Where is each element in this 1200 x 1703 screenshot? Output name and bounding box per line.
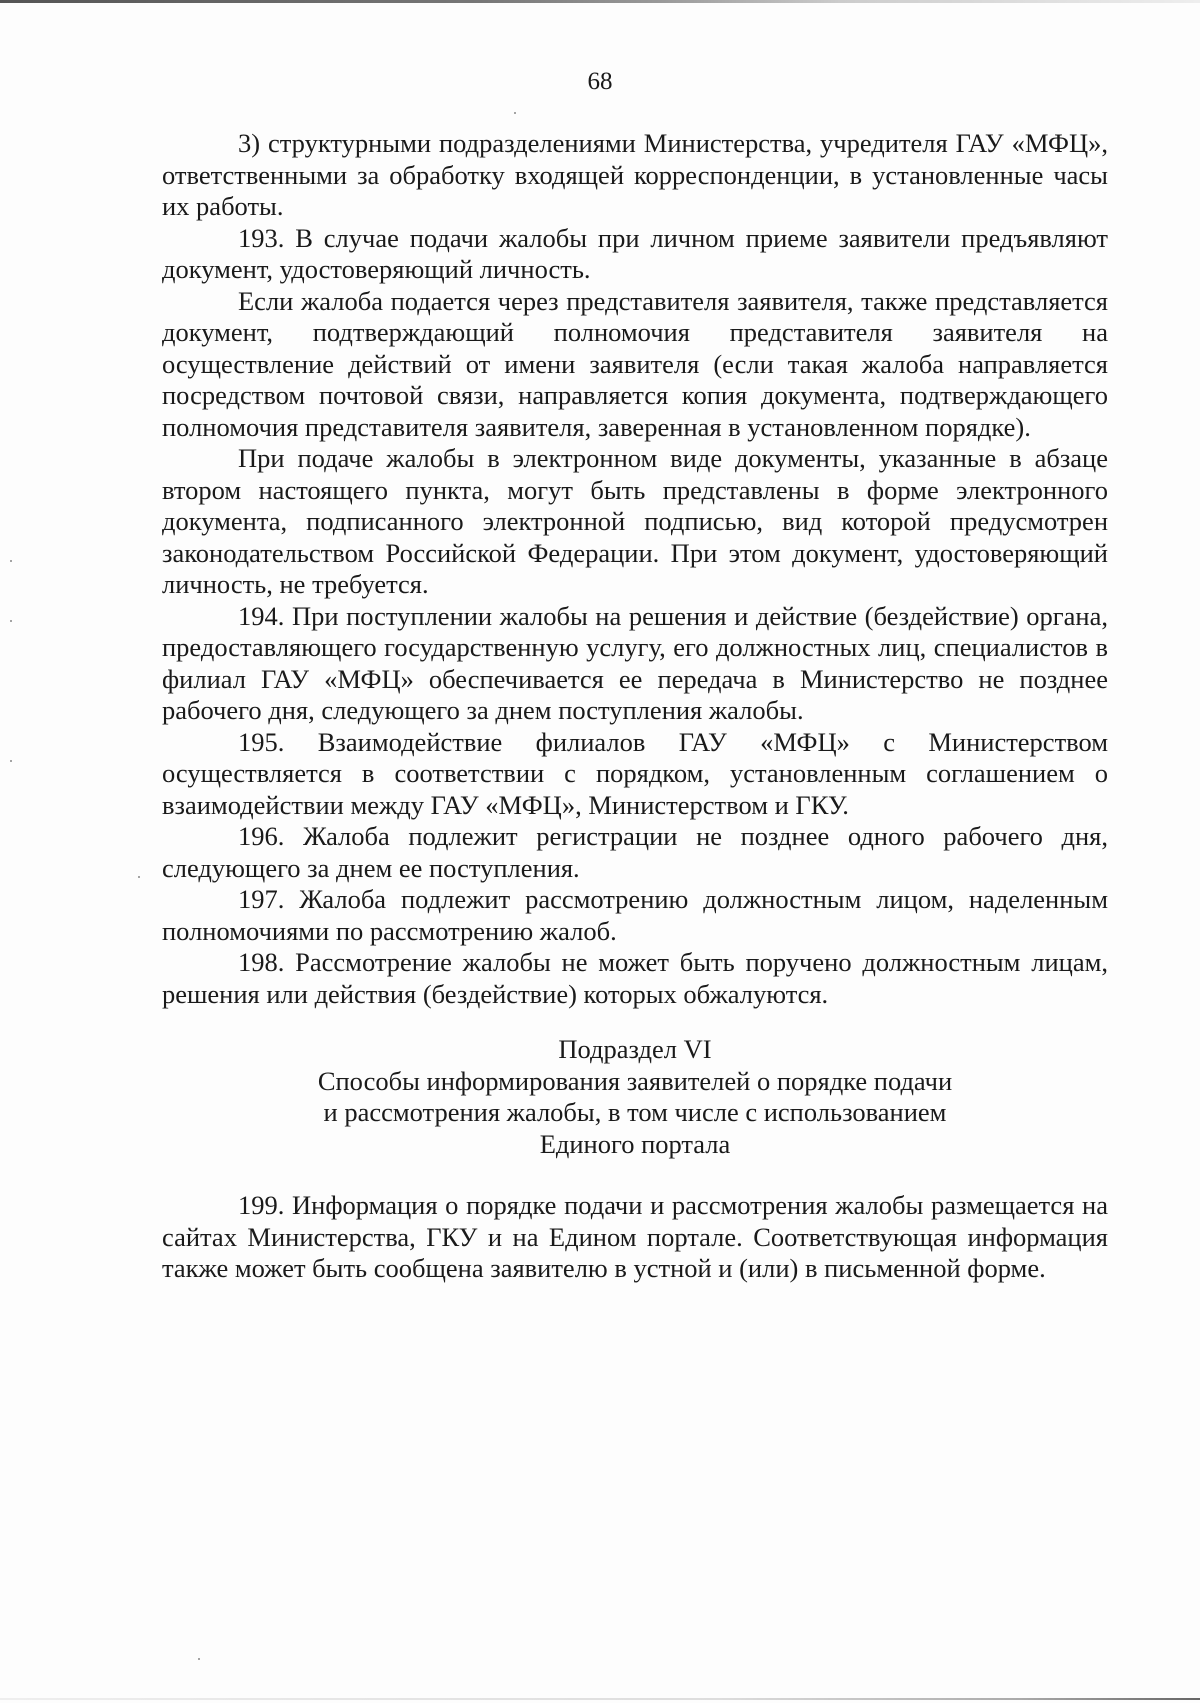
- scan-speck: [514, 112, 516, 114]
- paragraph-199: 199. Информация о порядке подачи и рассмотрения жалобы размещается на сайтах Министерства, ГКУ и на Едином портале. Соответствующая информация также может быть сообщена заявителю в устной и (или) в письменной форме.: [162, 1190, 1108, 1283]
- paragraph-193: 193. В случае подачи жалобы при личном приеме заявители предъявляют документ, удостоверяющий личность.: [162, 222, 1108, 284]
- subsection-heading-line-2: и рассмотрения жалобы, в том числе с использованием: [323, 1097, 947, 1127]
- paragraph-197: 197. Жалоба подлежит рассмотрению должностным лицом, наделенным полномочиями по рассмотрению жалоб.: [162, 884, 1108, 946]
- subsection-heading-line-1: Способы информирования заявителей о порядке подачи: [317, 1065, 953, 1096]
- paragraph-198: 198. Рассмотрение жалобы не может быть поручено должностным лицам, решения или действия (бездействие) которых обжалуются.: [162, 947, 1108, 1009]
- document-body: [162, 128, 1108, 1285]
- scan-speck: [10, 620, 12, 622]
- page-number: 68: [587, 68, 613, 95]
- paragraph-195: 195. Взаимодействие филиалов ГАУ «МФЦ» с Министерством осуществляется в соответствии с порядком, установленным соглашением о взаимодействии между ГАУ «МФЦ», Министерством и ГКУ.: [162, 726, 1108, 820]
- paragraph-194: 194. При поступлении жалобы на решения и действие (бездействие) органа, предоставляющего государственную услугу, его должностных лиц, специалистов в филиал ГАУ «МФЦ» обеспечивается ее передача в Министерство не позднее рабочего дня, следующего за днем поступления жалобы.: [162, 600, 1108, 725]
- scan-speck: [10, 760, 12, 762]
- scan-speck: [10, 560, 12, 562]
- subsection-heading-line-3: Единого портала: [539, 1128, 731, 1159]
- scan-speck: [138, 876, 140, 878]
- paragraph-item-3: 3) структурными подразделениями Министерства, учредителя ГАУ «МФЦ», ответственными за обработку входящей корреспонденции, в установленные часы их работы.: [162, 128, 1108, 221]
- scan-top-edge: [0, 0, 1200, 3]
- scan-bottom-edge: [0, 1698, 1200, 1700]
- paragraph-196: 196. Жалоба подлежит регистрации не позднее одного рабочего дня, следующего за днем ее поступления.: [162, 821, 1108, 883]
- paragraph-representative: Если жалоба подается через представителя заявителя, также представляется документ, подтверждающий полномочия представителя заявителя на осуществление действий от имени заявителя (если такая жалоба направляется посредством почтовой связи, направляется копия документа, подтверждающего полномочия представителя заявителя, заверенная в установленном порядке).: [162, 285, 1108, 442]
- scan-speck: [198, 1658, 200, 1660]
- paragraph-electronic: При подаче жалобы в электронном виде документы, указанные в абзаце втором настоящего пункта, могут быть представлены в форме электронного документа, подписанного электронной подписью, вид которой предусмотрен законодательством Российской Федерации. При этом документ, удостоверяющий личность, не требуется.: [162, 443, 1108, 599]
- subsection-heading: [162, 1034, 1108, 1160]
- subsection-title: Подраздел VI: [558, 1034, 712, 1064]
